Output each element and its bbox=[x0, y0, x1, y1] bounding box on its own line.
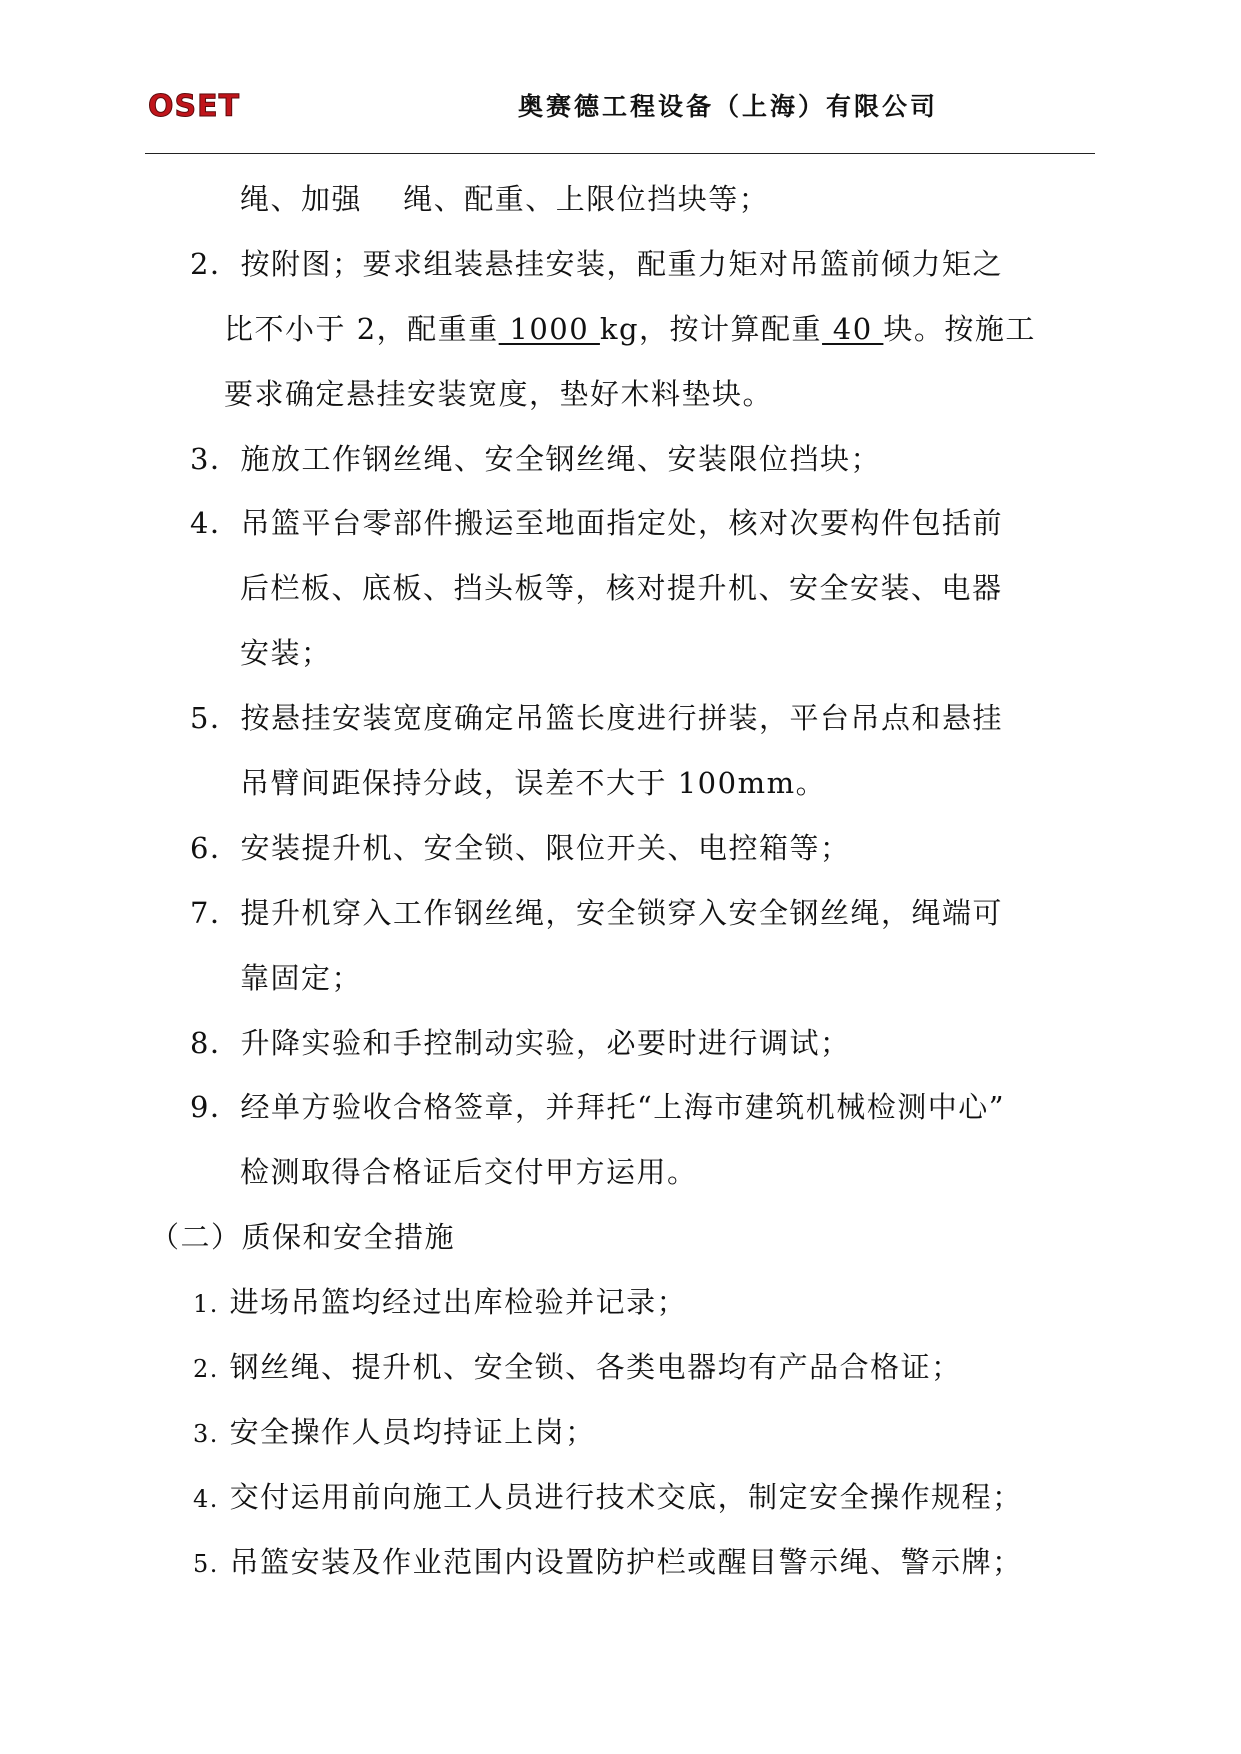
text-line: 绳、加强 绳、配重、上限位挡块等； bbox=[240, 182, 770, 216]
list-item-4 bbox=[190, 503, 1003, 543]
text-line: 后栏板、底板、挡头板等，核对提升机、安全安装、电器 bbox=[240, 571, 1003, 605]
section2-item-5 bbox=[193, 1542, 1023, 1584]
list-item-8 bbox=[190, 1023, 850, 1063]
text-segment: 块。按施工 bbox=[883, 312, 1036, 346]
text-segment: kg，按计算配重 bbox=[599, 312, 823, 346]
section2-item-4 bbox=[193, 1477, 1023, 1519]
list-item-9 bbox=[190, 1087, 1005, 1127]
list-text: 经单方验收合格签章，并拜托“上海市建筑机械检测中心” bbox=[240, 1090, 1006, 1124]
list-item-7 bbox=[190, 893, 1003, 933]
list-number: 2． bbox=[190, 247, 241, 281]
list-number: 4． bbox=[190, 506, 241, 540]
text-line: 检测取得合格证后交付甲方运用。 bbox=[240, 1155, 698, 1189]
list-text: 钢丝绳、提升机、安全锁、各类电器均有产品合格证； bbox=[229, 1350, 962, 1384]
counterweight-value: 1000 bbox=[498, 312, 600, 346]
header-divider bbox=[145, 153, 1095, 154]
list-number: 3. bbox=[193, 1420, 219, 1448]
list-text: 吊篮安装及作业范围内设置防护栏或醒目警示绳、警示牌； bbox=[229, 1545, 1023, 1579]
text-line: 吊臂间距保持分歧，误差不大于 100mm。 bbox=[240, 766, 827, 800]
list-text: 按悬挂安装宽度确定吊篮长度进行拼装，平台吊点和悬挂 bbox=[240, 701, 1003, 735]
list-text: 施放工作钢丝绳、安全钢丝绳、安装限位挡块； bbox=[240, 442, 881, 476]
text-line: 要求确定悬挂安装宽度，垫好木料垫块。 bbox=[224, 377, 774, 411]
company-name: 奥赛德工程设备（上海）有限公司 bbox=[518, 92, 939, 121]
list-number: 3． bbox=[190, 442, 241, 476]
list-number: 9． bbox=[190, 1090, 241, 1124]
list-text: 进场吊篮均经过出库检验并记录； bbox=[229, 1285, 688, 1319]
list-number: 5. bbox=[193, 1550, 219, 1578]
section2-item-1 bbox=[193, 1282, 687, 1324]
section2-item-3 bbox=[193, 1412, 596, 1454]
list-item-3 bbox=[190, 439, 881, 479]
section2-item-2 bbox=[193, 1347, 962, 1389]
list-item-6 bbox=[190, 828, 850, 868]
text-line: 安装； bbox=[240, 636, 332, 670]
section-heading: （二）质保和安全措施 bbox=[150, 1220, 456, 1254]
list-number: 8． bbox=[190, 1026, 241, 1060]
list-number: 7． bbox=[190, 896, 241, 930]
block-count-value: 40 bbox=[822, 312, 884, 346]
list-item-5 bbox=[190, 698, 1003, 738]
text-line: 靠固定； bbox=[240, 961, 363, 995]
list-item-2 bbox=[190, 244, 1003, 284]
oset-logo: OSET bbox=[148, 89, 241, 124]
list-text: 提升机穿入工作钢丝绳，安全锁穿入安全钢丝绳，绳端可 bbox=[240, 896, 1003, 930]
list-number: 4. bbox=[193, 1485, 219, 1513]
list-number: 1. bbox=[193, 1290, 219, 1318]
list-number: 2. bbox=[193, 1355, 219, 1383]
list-text: 吊篮平台零部件搬运至地面指定处，核对次要构件包括前 bbox=[240, 506, 1003, 540]
list-number: 5． bbox=[190, 701, 241, 735]
text-segment: 比不小于 2，配重重 bbox=[224, 312, 499, 346]
list-text: 按附图；要求组装悬挂安装，配重力矩对吊篮前倾力矩之 bbox=[240, 247, 1003, 281]
list-text: 安全操作人员均持证上岗； bbox=[229, 1415, 596, 1449]
list-text: 升降实验和手控制动实验，必要时进行调试； bbox=[240, 1026, 851, 1060]
list-text: 安装提升机、安全锁、限位开关、电控箱等； bbox=[240, 831, 851, 865]
text-line bbox=[224, 309, 1036, 349]
list-number: 6． bbox=[190, 831, 241, 865]
list-text: 交付运用前向施工人员进行技术交底，制定安全操作规程； bbox=[229, 1480, 1023, 1514]
